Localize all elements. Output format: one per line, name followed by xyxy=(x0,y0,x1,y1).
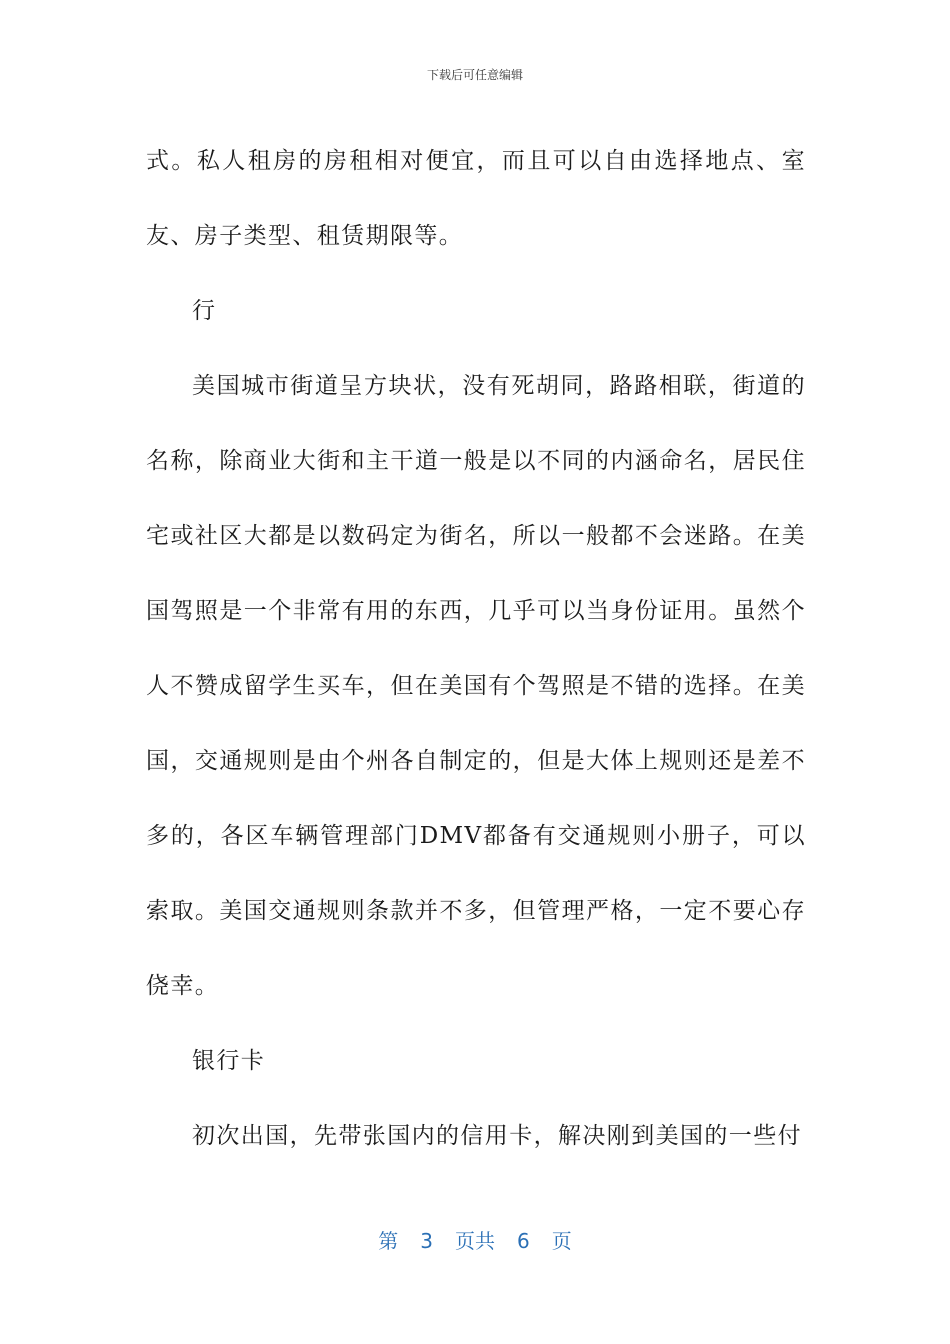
footer-prefix: 第 xyxy=(378,1229,399,1253)
document-body xyxy=(146,124,806,1174)
paragraph-bank-card: 初次出国，先带张国内的信用卡，解决刚到美国的一些付 xyxy=(192,1123,802,1149)
paragraph-housing-end: 式。私人租房的房租相对便宜，而且可以自由选择地点、室友、房子类型、租赁期限等。 xyxy=(146,148,806,249)
footer-suffix: 页 xyxy=(551,1229,572,1253)
paragraph-transport: 美国城市街道呈方块状，没有死胡同，路路相联，街道的名称，除商业大街和主干道一般是以不同的内涵命名，居民住宅或社区大都是以数码定为街名，所以一般都不会迷路。在美国驾照是一个非常有用的东西，几乎可以当身份证用。虽然个人不赞成留学生买车，但在美国有个驾照是不错的选择。在美国，交通规则是由个州各自制定的，但是大体上规则还是差不多的，各区车辆管理部门DMV都备有交通规则小册子，可以索取。美国交通规则条款并不多，但管理严格，一定不要心存侥幸。 xyxy=(146,373,806,999)
footer-current-page: 3 xyxy=(420,1229,433,1253)
page-header-note: 下载后可任意编辑 xyxy=(426,68,523,82)
page-footer xyxy=(0,1225,950,1254)
footer-total-pages: 6 xyxy=(517,1229,530,1253)
section-heading-bank-card: 银行卡 xyxy=(192,1048,266,1074)
footer-mid: 页共 xyxy=(455,1229,495,1253)
section-heading-transport: 行 xyxy=(192,298,217,324)
